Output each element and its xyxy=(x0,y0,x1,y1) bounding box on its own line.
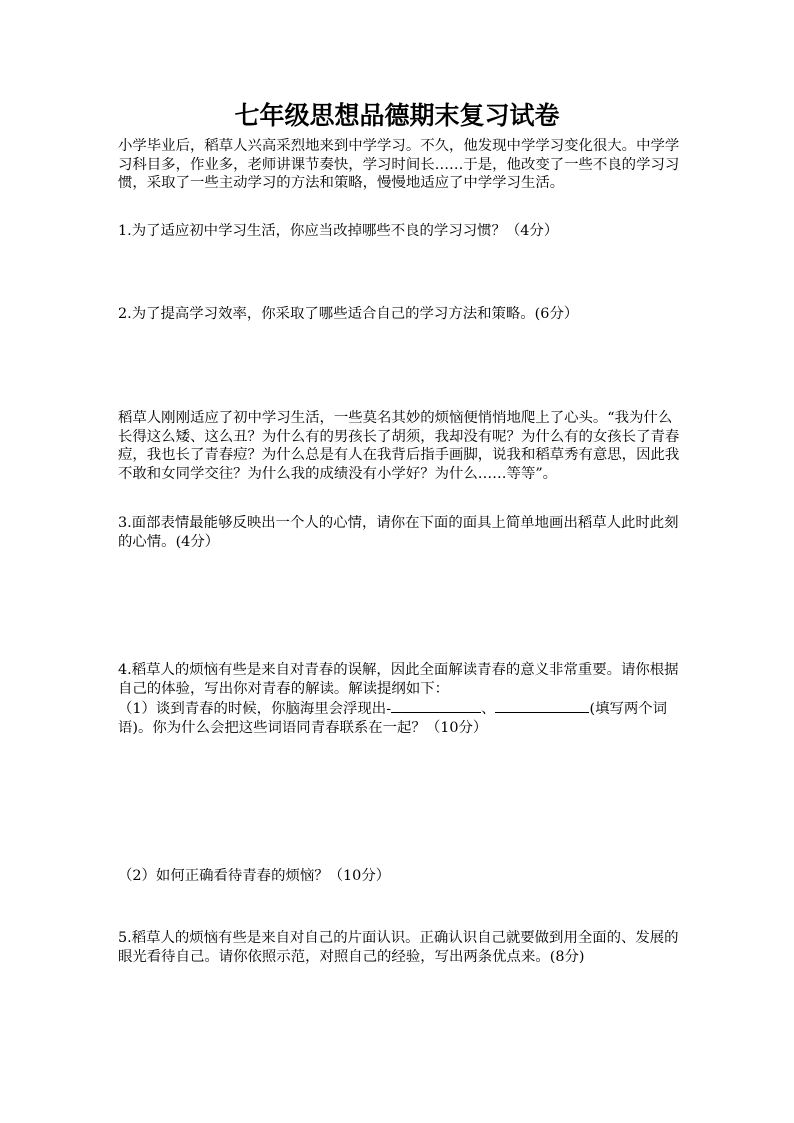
question-4: 4.稻草人的烦恼有些是来自对青春的误解，因此全面解读青春的意义非常重要。请你根据自己的体验，写出你对青春的解读。解读提纲如下： xyxy=(118,662,679,697)
intro-passage: 小学毕业后，稻草人兴高采烈地来到中学学习。不久，他发现中学学习变化很大。中学学习科目多，作业多，老师讲课节奏快，学习时间长……于是，他改变了一些不良的学习习惯，采取了一些主动学习的方法和策略，慢慢地适应了中学学习生活。 xyxy=(118,138,680,191)
question-4-part-1 xyxy=(118,698,680,737)
blank-separator: 、 xyxy=(481,701,496,717)
question-3: 3.面部表情最能够反映出一个人的心情，请你在下面的面具上简单地画出稻草人此时此刻的心情。(4分） xyxy=(118,515,679,550)
question-2: 2.为了提高学习效率，你采取了哪些适合自己的学习方法和策略。(6分） xyxy=(118,306,579,322)
question-4-part-2: （2）如何正确看待青春的烦恼？（10分） xyxy=(118,868,391,884)
answer-blank-1[interactable] xyxy=(391,698,481,713)
question-4-part-1-rest: (填写两个词语)。你为什么会把这些词语同青春联系在一起？（10分） xyxy=(118,701,668,736)
page-title: 七年级思想品德期末复习试卷 xyxy=(234,101,560,130)
answer-blank-2[interactable] xyxy=(495,698,589,713)
scarecrow-passage: 稻草人刚刚适应了初中学习生活，一些莫名其妙的烦恼便悄悄地爬上了心头。“我为什么长得这么矮、这么丑？为什么有的男孩长了胡须，我却没有呢？为什么有的女孩长了青春痘，我也长了青春痘？为什么总是有人在我背后指手画脚，说我和稻草秀有意思，因此我不敢和女同学交往？为什么我的成绩没有小学好？为什么……等等”。 xyxy=(118,410,680,482)
question-1: 1.为了适应初中学习生活，你应当改掉哪些不良的学习习惯？（4分） xyxy=(118,223,559,239)
question-5: 5.稻草人的烦恼有些是来自对自己的片面认识。正确认识自己就要做到用全面的、发展的眼光看待自己。请你依照示范，对照自己的经验，写出两条优点来。(8分) xyxy=(118,930,679,965)
question-4-part-1-prompt: （1）谈到青春的时候，你脑海里会浮现出- xyxy=(118,701,392,717)
